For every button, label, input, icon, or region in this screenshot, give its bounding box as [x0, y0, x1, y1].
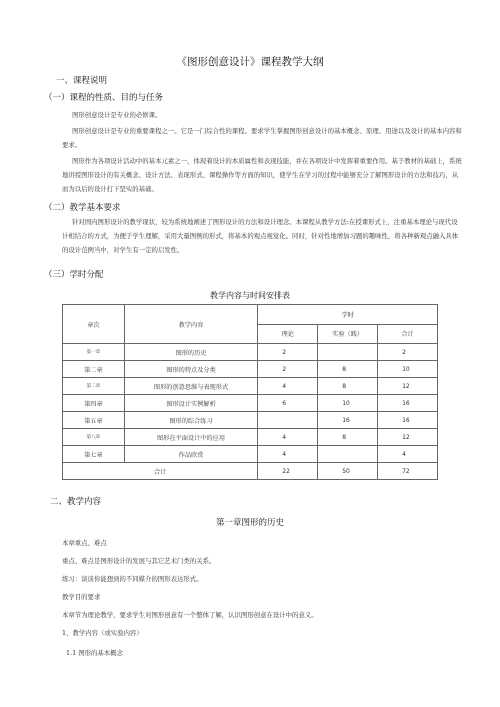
- header-content: 教学内容: [124, 305, 258, 344]
- row-content: 作品欣赏: [124, 446, 258, 463]
- row-theory: 4: [258, 429, 318, 446]
- row-theory: 4: [258, 446, 318, 463]
- table-row: [63, 378, 438, 395]
- row-theory: 6: [258, 395, 318, 412]
- table-row: [63, 446, 438, 463]
- row-content: 图形在平面设计中的应用: [124, 429, 258, 446]
- row-total: 2: [378, 344, 438, 361]
- row-total: 12: [378, 378, 438, 395]
- header-chapter: 章次: [63, 305, 125, 344]
- chapter-line-basic-concept: 1.1 图形的基本概念: [66, 649, 123, 657]
- table-row: [63, 412, 438, 429]
- row-practice: 8: [318, 429, 378, 446]
- sum-label: 合计: [63, 463, 258, 480]
- paragraph-course-importance: 图形创意设计是专业的重要课程之一。它是一门综合性的课程。要求学生掌握图形创意设计的基本概念、原理、用途以及设计的基本内容和要求。: [62, 127, 462, 149]
- table-row: [63, 344, 438, 361]
- row-chapter: 第一章: [63, 344, 125, 361]
- row-content: 图形的特点及分类: [124, 361, 258, 378]
- header-hours: 学时: [258, 305, 438, 325]
- row-practice: 16: [318, 412, 378, 429]
- paragraph-teaching-requirements: 针对国内图形设计的教学现状，较为系统地阐述了图形设计的方法和设计理念。本课程从教学方法:在授课形式上，注重基本理论与现代设计相结合的方式，为便于学生理解，采用大量图例的形式，将基本的观点视觉化。同时，针对性地增加习题的趣味性，将各种新观点融入具体的设计范例当中，对学生有一定的启发性。: [62, 218, 459, 254]
- chapter-line-objectives: 教学目的要求: [62, 593, 101, 601]
- table-row: [63, 395, 438, 412]
- table-row: [63, 429, 438, 446]
- row-theory: 4: [258, 378, 318, 395]
- chapter-line-exercise: 练习：谈谈你能想到的不同媒介的图形表达形式。: [62, 575, 203, 583]
- chapter-line-content: 1、教学内容（或实验内容）: [62, 629, 143, 637]
- row-total: 16: [378, 412, 438, 429]
- row-theory: 2: [258, 361, 318, 378]
- row-chapter: 第二章: [63, 378, 125, 395]
- row-chapter: 第二章: [63, 361, 125, 378]
- header-practice: 实验（践）: [318, 324, 378, 344]
- row-content: 图形的历史: [124, 344, 258, 361]
- table-row: [63, 361, 438, 378]
- table-title: 教学内容与时间安排表: [210, 291, 290, 300]
- chapter-title: 第一章图形的历史: [215, 518, 284, 528]
- header-theory: 理论: [258, 324, 318, 344]
- header-total: 合计: [378, 324, 438, 344]
- sum-theory: 22: [258, 463, 318, 480]
- schedule-table: [62, 304, 438, 480]
- row-practice: 8: [318, 378, 378, 395]
- row-content: 图形的创意思维与表现形式: [124, 378, 258, 395]
- row-chapter: 第八章: [63, 429, 125, 446]
- chapter-line-key-points: 本章重点、难点: [62, 539, 107, 547]
- row-practice: [318, 446, 378, 463]
- row-practice: 10: [318, 395, 378, 412]
- row-practice: [318, 344, 378, 361]
- sum-practice: 50: [318, 463, 378, 480]
- row-theory: [258, 412, 318, 429]
- row-content: 图形的综合练习: [124, 412, 258, 429]
- chapter-line-theory-teaching: 本章节为理论教学，要求学生对图形创意有一个整体了解，认识图形创意在设计中的意义。: [62, 611, 318, 619]
- row-content: 图形设计实例解析: [124, 395, 258, 412]
- sum-total: 72: [378, 463, 438, 480]
- subsection-heading-nature: （一）课程的性质、目的与任务: [44, 93, 164, 103]
- row-chapter: 第四章: [63, 395, 125, 412]
- row-practice: 8: [318, 361, 378, 378]
- paragraph-graphics-role: 图形作为各项设计活动中的基本元素之一，体现着设计的本质属性和表现技能，并在各项设计中发挥着重要作用。基于教材的基础上，系统地讲授图形设计的有关概念、设计方法、表现形式、课程操作等方面的知识，使学生在学习的过程中能够充分了解图形设计的方法和技巧，从而为以后的设计打下坚实的基础。: [62, 157, 462, 193]
- section-heading-content: 二、教学内容: [50, 497, 102, 507]
- chapter-line-difficulty: 重点、难点是图形设计的发展与其它艺术门类的关系。: [62, 557, 216, 565]
- subsection-heading-hours: （三）学时分配: [44, 270, 104, 280]
- row-total: 12: [378, 429, 438, 446]
- row-chapter: 第七章: [63, 446, 125, 463]
- section-heading-course-description: 一、课程说明: [56, 76, 108, 86]
- row-total: 16: [378, 395, 438, 412]
- row-chapter: 第五章: [63, 412, 125, 429]
- table-sum-row: [63, 463, 438, 480]
- row-theory: 2: [258, 344, 318, 361]
- row-total: 4: [378, 446, 438, 463]
- paragraph-required-course: 图形创意设计是专业的必修课。: [72, 111, 162, 119]
- row-total: 10: [378, 361, 438, 378]
- document-title: 《图形创意设计》课程教学大纲: [176, 56, 324, 68]
- subsection-heading-requirements: （二）教学基本要求: [44, 203, 121, 213]
